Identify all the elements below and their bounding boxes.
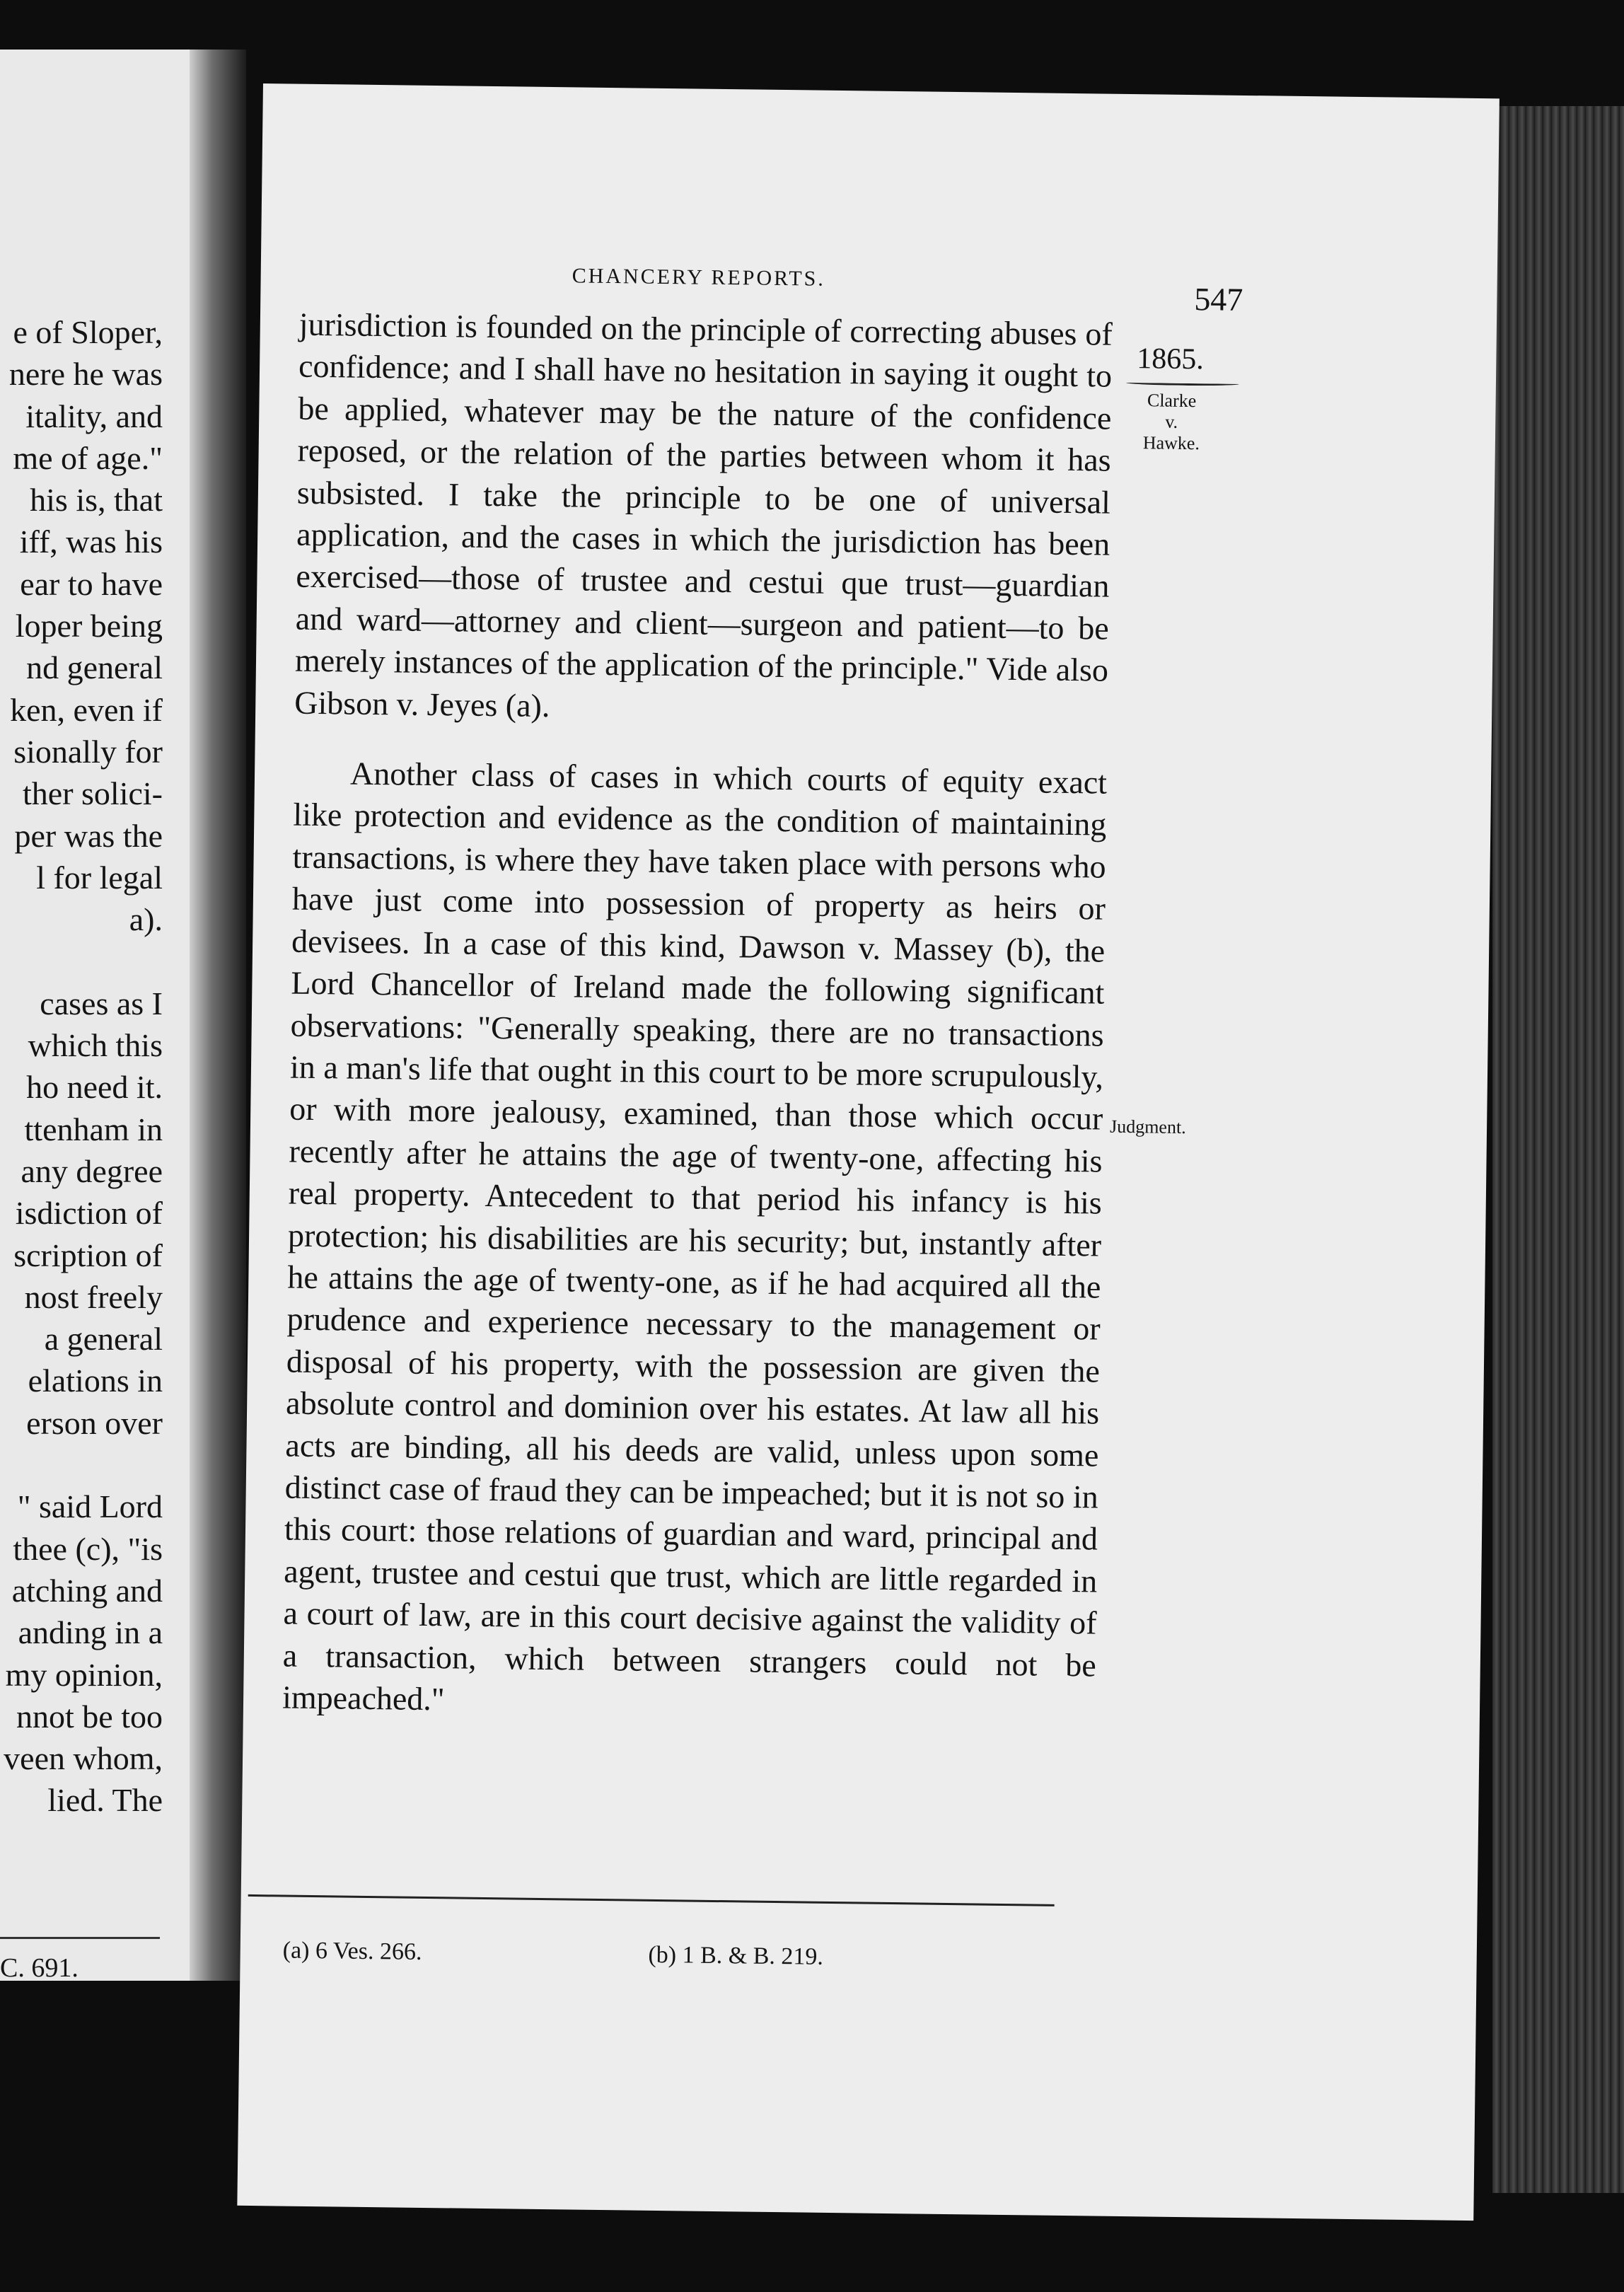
paragraph-2: Another class of cases in which courts of equity exact like protection and evidence as the condition of maintaining transactions, is where they have taken place with persons who have just come into possession of property as heirs or devisees. In a case of this kind, Dawson v. Massey (b), the Lord Chancellor of Ireland made the following significant observations: "Generally speaking, there are no transactions in a man's life that ought in this court to be more scrupulously, or with more jealousy, examined, than those which occur recently after he attains the age of twenty-one, affecting his real property. Antecedent to that period his infancy is his protection; his disabilities are his security; but, instantly after he attains the age of twenty-one, as if he had acquired all the prudence and experience necessary to the management or disposal of his property, with the possession are given the absolute control and dominion over his estates. At law all his acts are binding, all his deeds are valid, unless upon some distinct case of fraud they can be impeached; but it is not so in this court: those relations of guardian and ward, principal and agent, trustee and cestui que trust, which are little regarded in a court of law, are in this court decisive against the validity of a transaction, which between strangers could not be impeached." (282, 755, 1108, 1718)
left-line: anding in a (18, 1614, 163, 1651)
footnote-rule (248, 1894, 1055, 1906)
left-line (4, 940, 163, 982)
paragraph-1: jurisdiction is founded on the principle of correcting abuses of confidence; and I shall have no hesitation in saying it ought to be applied, whatever may be the nature of the confidence reposed, or the relation of the parties between whom it has subsisted. I take the principle to be one of universal application, and the cases in which the jurisdiction has been exercised—those of trustee and cestui que trust—guardian and ward—attorney and client—surgeon and patient—to be merely instances of the application of the principle." Vide also Gibson v. Jeyes (a). (294, 306, 1113, 724)
left-line: iff, was his (19, 523, 163, 560)
left-line: a). (129, 901, 163, 938)
body-text (282, 303, 1113, 1728)
left-line: l for legal (36, 859, 163, 896)
left-line: e of Sloper, (13, 314, 163, 350)
left-footnote: C. 691. (0, 1953, 79, 1981)
page-edges (1492, 106, 1624, 2193)
left-line: atching and (11, 1572, 163, 1609)
left-line: nost freely (24, 1278, 163, 1315)
left-line: loper being (15, 608, 163, 644)
left-line: erson over (26, 1404, 163, 1441)
book-gutter (190, 50, 246, 1981)
margin-judgment: Judgment. (1109, 1116, 1186, 1138)
left-page-text (4, 311, 163, 1822)
left-line: which this (28, 1027, 163, 1064)
left-line: ttenham in (24, 1111, 163, 1147)
left-line: cases as I (40, 985, 163, 1021)
left-line: my opinion, (5, 1656, 163, 1693)
margin-year-brace (1126, 381, 1239, 386)
left-line: sionally for (13, 733, 163, 770)
left-line: me of age." (13, 439, 163, 476)
left-line: nd general (26, 649, 163, 686)
margin-case-line: v. (1165, 411, 1178, 432)
left-line: lied. The (47, 1782, 163, 1819)
left-line: ho need it. (26, 1069, 163, 1106)
margin-case-line: Hawke. (1142, 432, 1200, 454)
footnote-b: (b) 1 B. & B. 219. (648, 1941, 824, 1970)
left-line: his is, that (30, 482, 163, 519)
left-footnote-rule (0, 1937, 160, 1939)
left-line: ear to have (20, 565, 163, 602)
left-line: " said Lord (17, 1488, 163, 1525)
left-line: isdiction of (15, 1195, 163, 1232)
footnote-a: (a) 6 Ves. 266. (282, 1937, 422, 1965)
left-line: per was the (14, 817, 163, 854)
left-line: veen whom, (4, 1740, 163, 1777)
left-line (4, 1444, 163, 1486)
left-page-fragment (0, 50, 212, 1981)
left-line: ken, even if (10, 691, 163, 728)
margin-case-name (1129, 390, 1214, 454)
left-line: itality, and (25, 398, 163, 434)
running-head: CHANCERY REPORTS. (572, 264, 826, 291)
left-line: scription of (13, 1237, 163, 1273)
footnotes (283, 1938, 1061, 1974)
left-line: a general (44, 1321, 163, 1358)
left-line: any degree (21, 1152, 163, 1189)
left-line: ther solici- (23, 775, 163, 812)
page-number: 547 (1194, 281, 1243, 318)
margin-year: 1865. (1137, 342, 1205, 376)
left-line: elations in (28, 1362, 163, 1399)
book-page (237, 83, 1500, 2221)
left-line: thee (c), "is (13, 1530, 163, 1567)
left-line: nnot be too (16, 1698, 163, 1735)
margin-case-line: Clarke (1147, 390, 1197, 412)
left-line: nere he was (8, 356, 163, 393)
